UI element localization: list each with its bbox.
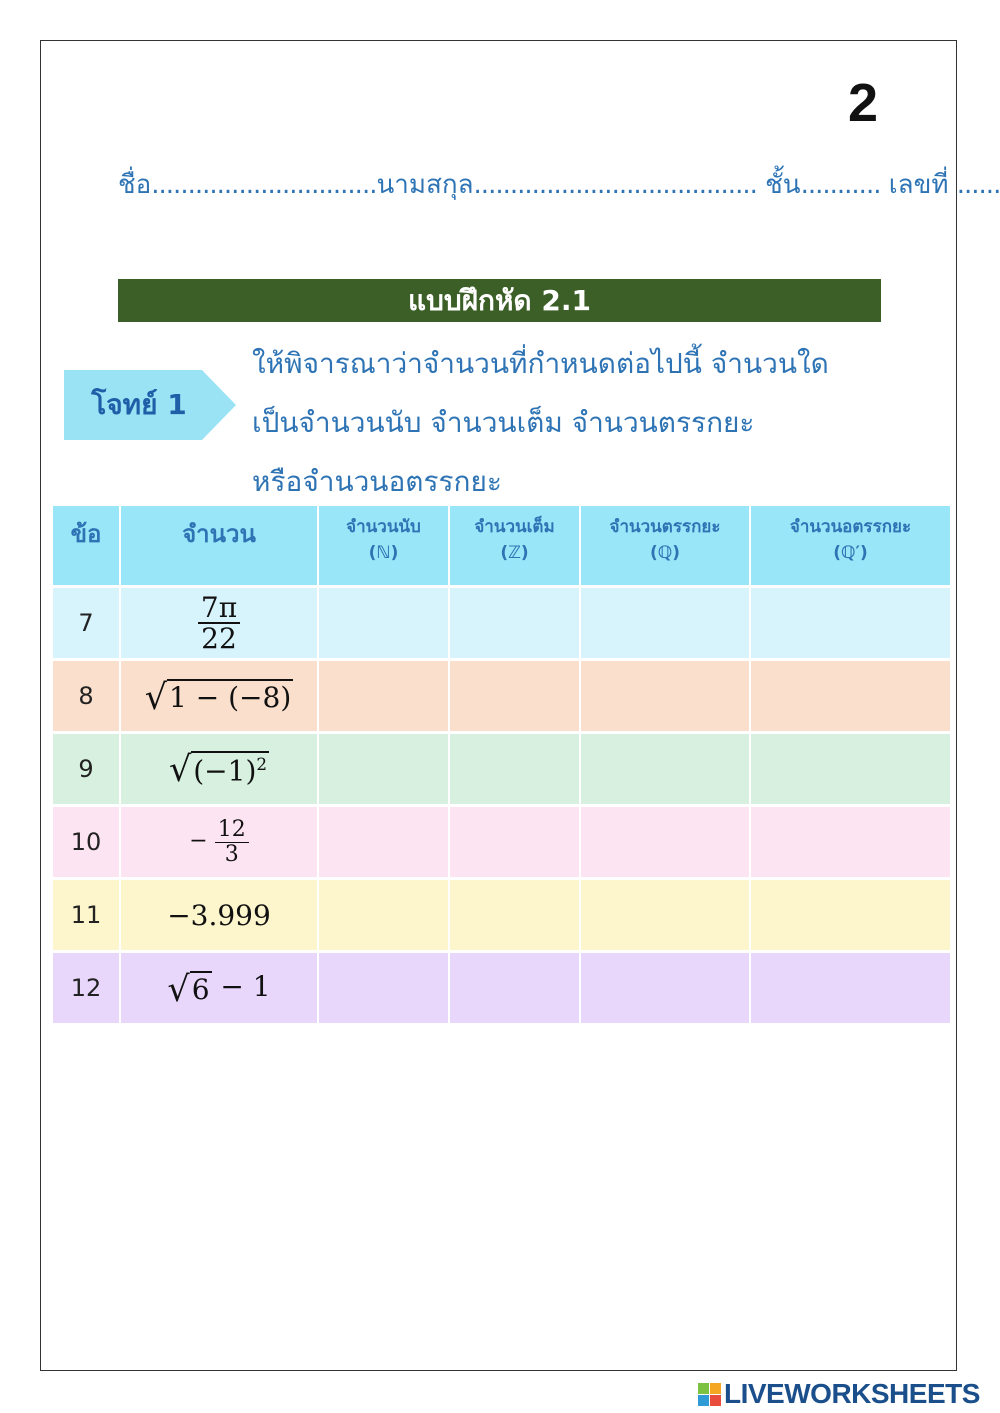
name-label: ชื่อ (118, 170, 152, 200)
fraction: $\frac{7\pi}{22}$ (198, 593, 240, 654)
answer-cell-integer[interactable] (450, 588, 579, 658)
logo-text: LIVEWORKSHEETS (724, 1378, 980, 1409)
surname-field[interactable]: ....................................... (473, 170, 757, 200)
answer-cell-rational[interactable] (581, 880, 749, 950)
surname-label: นามสกุล (376, 170, 474, 200)
answer-cell-rational[interactable] (581, 734, 749, 804)
student-info-line (118, 164, 1000, 205)
item-number: 10 (53, 807, 119, 877)
instruction-line-2: เป็นจำนวนนับ จำนวนเต็ม จำนวนตรรกยะ (252, 406, 755, 439)
answer-cell-integer[interactable] (450, 880, 579, 950)
answer-table (51, 503, 952, 1026)
item-number: 7 (53, 588, 119, 658)
item-number: 8 (53, 661, 119, 731)
number-label: เลขที่ (888, 170, 949, 200)
header-irrational: จำนวนอตรรกยะ (ℚ′) (751, 506, 950, 585)
answer-cell-rational[interactable] (581, 661, 749, 731)
table-row (53, 588, 950, 658)
item-number: 12 (53, 953, 119, 1023)
answer-cell-natural[interactable] (319, 661, 448, 731)
answer-cell-natural[interactable] (319, 880, 448, 950)
problem-badge-label: โจทย์ 1 (91, 388, 187, 421)
logo-mark-icon (698, 1383, 721, 1406)
answer-cell-irrational[interactable] (751, 588, 950, 658)
square-root: √ 6 (167, 970, 210, 1010)
table-row (53, 953, 950, 1023)
header-natural: จำนวนนับ (ℕ) (319, 506, 448, 585)
answer-cell-rational[interactable] (581, 953, 749, 1023)
header-number: จำนวน (121, 506, 317, 585)
expression: √ 6 − 1 (121, 953, 317, 1023)
answer-cell-irrational[interactable] (751, 953, 950, 1023)
table-row (53, 661, 950, 731)
header-integer: จำนวนเต็ม (ℤ) (450, 506, 579, 585)
expression (121, 734, 317, 804)
class-field[interactable]: ........... (800, 170, 881, 200)
problem-badge (64, 370, 236, 440)
answer-cell-rational[interactable] (581, 807, 749, 877)
answer-cell-integer[interactable] (450, 661, 579, 731)
answer-cell-irrational[interactable] (751, 880, 950, 950)
answer-cell-natural[interactable] (319, 807, 448, 877)
header-item-no: ข้อ (53, 506, 119, 585)
table-row (53, 880, 950, 950)
answer-cell-natural[interactable] (319, 953, 448, 1023)
instruction-line-3: หรือจำนวนอตรรกยะ (252, 465, 502, 498)
fraction: $\frac{12}{3}$ (215, 818, 249, 865)
liveworksheets-logo (698, 1378, 980, 1410)
page-number: 2 (847, 73, 878, 133)
answer-cell-irrational[interactable] (751, 734, 950, 804)
header-rational: จำนวนตรรกยะ (ℚ) (581, 506, 749, 585)
square-root: √ 1 − (−8) (144, 678, 292, 718)
answer-cell-irrational[interactable] (751, 807, 950, 877)
answer-cell-natural[interactable] (319, 734, 448, 804)
expression: −3.999 (121, 880, 317, 950)
table-row (53, 734, 950, 804)
expression (121, 588, 317, 658)
answer-cell-integer[interactable] (450, 953, 579, 1023)
instruction-text (252, 334, 932, 511)
item-number: 11 (53, 880, 119, 950)
exercise-title: แบบฝึกหัด 2.1 (118, 279, 881, 322)
table-row (53, 807, 950, 877)
answer-cell-natural[interactable] (319, 588, 448, 658)
name-field[interactable]: ............................... (151, 170, 377, 200)
table-header-row (53, 506, 950, 585)
number-field[interactable]: ...... (956, 170, 1000, 200)
answer-cell-integer[interactable] (450, 734, 579, 804)
expression (121, 661, 317, 731)
item-number: 9 (53, 734, 119, 804)
expression: − $\frac{12}{3}$ (121, 807, 317, 877)
square-root: √ $(-1)^2$ (168, 750, 268, 791)
answer-cell-integer[interactable] (450, 807, 579, 877)
class-label: ชั้น (765, 170, 801, 200)
answer-cell-rational[interactable] (581, 588, 749, 658)
answer-cell-irrational[interactable] (751, 661, 950, 731)
instruction-line-1: ให้พิจารณาว่าจำนวนที่กำหนดต่อไปนี้ จำนวนใด (252, 347, 829, 380)
